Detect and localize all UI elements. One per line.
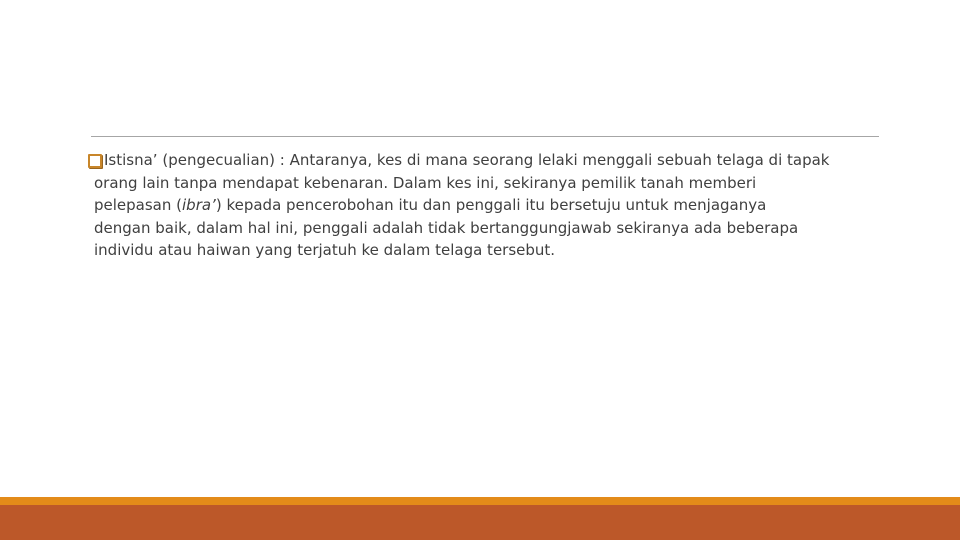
paragraph-line-5: individu atau haiwan yang terjatuh ke dalam telaga tersebut. (94, 241, 556, 259)
footer-accent-bar (0, 497, 960, 505)
slide-body (88, 149, 888, 262)
paragraph-line-1: Istisna’ (pengecualian) : Antaranya, kes di mana seorang lelaki menggali sebuah telaga di tapak (104, 151, 830, 169)
paragraph-line-3-start: pelepasan ( (94, 196, 182, 214)
title-divider-line (91, 136, 879, 137)
ibra-term: ibra’ (182, 196, 216, 214)
paragraph-continuation (94, 172, 888, 262)
paragraph-line-4: dengan baik, dalam hal ini, penggali adalah tidak bertanggungjawab sekiranya ada beberapa (94, 218, 799, 237)
footer-bar (0, 505, 960, 540)
bullet-paragraph (88, 149, 888, 172)
paragraph-line-3 (94, 194, 888, 217)
paragraph-line-2: orang lain tanpa mendapat kebenaran. Dalam kes ini, sekiranya pemilik tanah memberi (94, 173, 757, 192)
square-bullet-icon (88, 154, 102, 168)
paragraph-line-3-end: ) kepada pencerobohan itu dan penggali itu bersetuju untuk menjaganya (215, 196, 767, 214)
